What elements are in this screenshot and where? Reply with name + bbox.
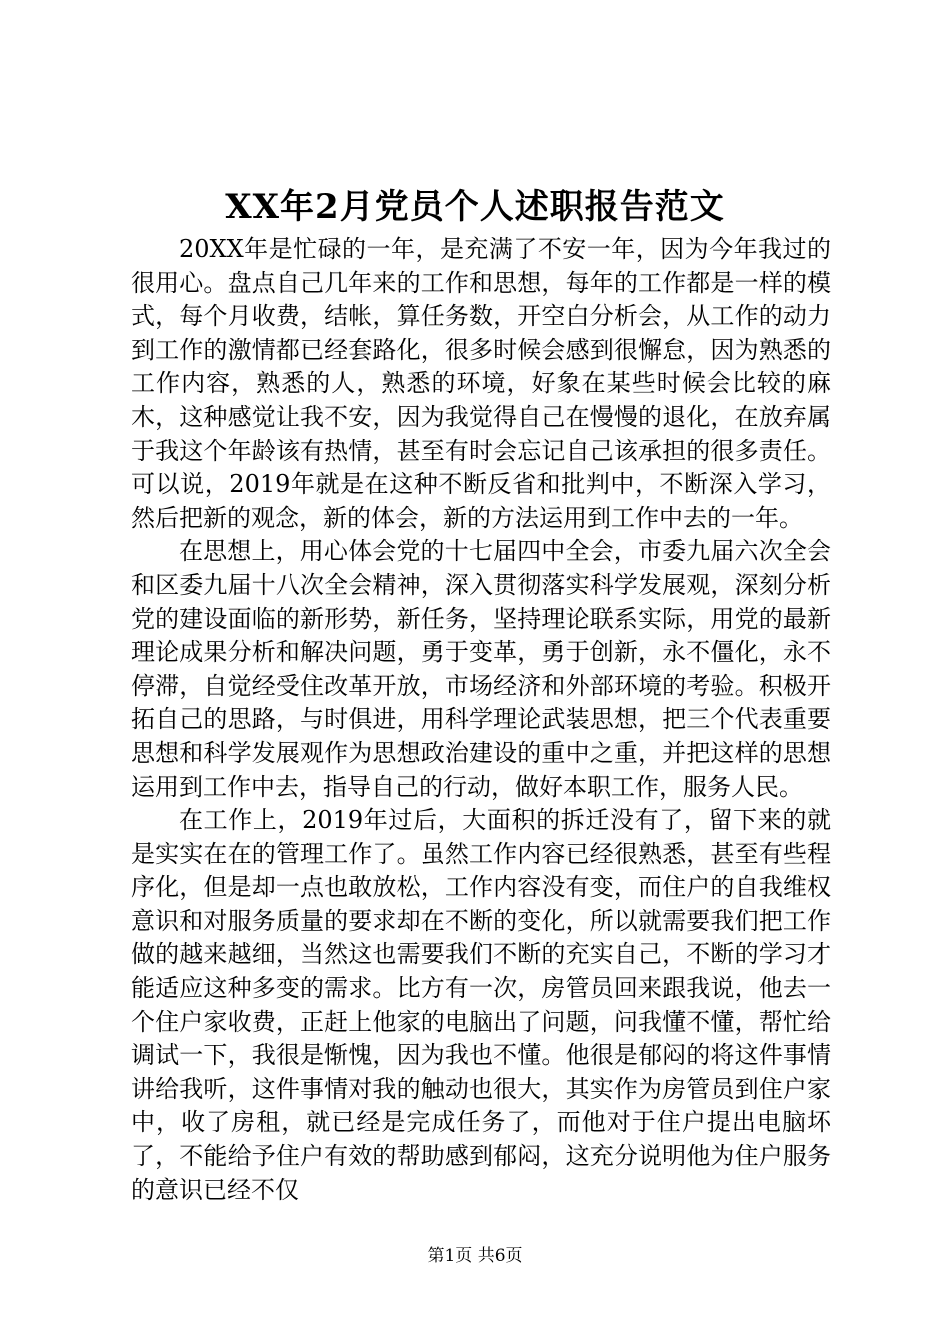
paragraph-1: 20XX年是忙碌的一年，是充满了不安一年，因为今年我过的很用心。盘点自己几年来的工作和思想，每年的工作都是一样的模式，每个月收费，结帐，算任务数，开空白分析会，从工作的动力到工作的激情都已经套路化，很多时候会感到很懈怠，因为熟悉的工作内容，熟悉的人，熟悉的环境，好象在某些时候会比较的麻木，这种感觉让我不安，因为我觉得自己在慢慢的退化，在放弃属于我这个年龄该有热情，甚至有时会忘记自己该承担的很多责任。可以说，2019年就是在这种不断反省和批判中，不断深入学习，然后把新的观念，新的体会，新的方法运用到工作中去的一年。 xyxy=(131,235,831,532)
paragraph-3: 在工作上，2019年过后，大面积的拆迁没有了，留下来的就是实实在在的管理工作了。虽然工作内容已经很熟悉，甚至有些程序化，但是却一点也敢放松，工作内容没有变，而住户的自我维权意识和对服务质量的要求却在不断的变化，所以就需要我们把工作做的越来越细，当然这也需要我们不断的充实自己，不断的学习才能适应这种多变的需求。比方有一次，房管员回来跟我说，他去一个住户家收费，正赶上他家的电脑出了问题，问我懂不懂，帮忙给调试一下，我很是惭愧，因为我也不懂。他很是郁闷的将这件事情讲给我听，这件事情对我的触动也很大，其实作为房管员到住户家中，收了房租，就已经是完成任务了，而他对于住户提出电脑坏了，不能给予住户有效的帮助感到郁闷，这充分说明他为住户服务的意识已经不仅 xyxy=(131,806,831,1204)
document-body xyxy=(131,233,831,1207)
paragraph-2: 在思想上，用心体会党的十七届四中全会，市委九届六次全会和区委九届十八次全会精神，深入贯彻落实科学发展观，深刻分析党的建设面临的新形势，新任务，坚持理论联系实际，用党的最新理论成果分析和解决问题，勇于变革，勇于创新，永不僵化，永不停滞，自觉经受住改革开放，市场经济和外部环境的考验。积极开拓自己的思路，与时俱进，用科学理论武装思想，把三个代表重要思想和科学发展观作为思想政治建设的重中之重，并把这样的思想运用到工作中去，指导自己的行动，做好本职工作，服务人民。 xyxy=(131,537,831,801)
document-title: XX年2月党员个人述职报告范文 xyxy=(225,187,725,227)
page-number-footer: 第1页 共6页 xyxy=(427,1246,523,1266)
